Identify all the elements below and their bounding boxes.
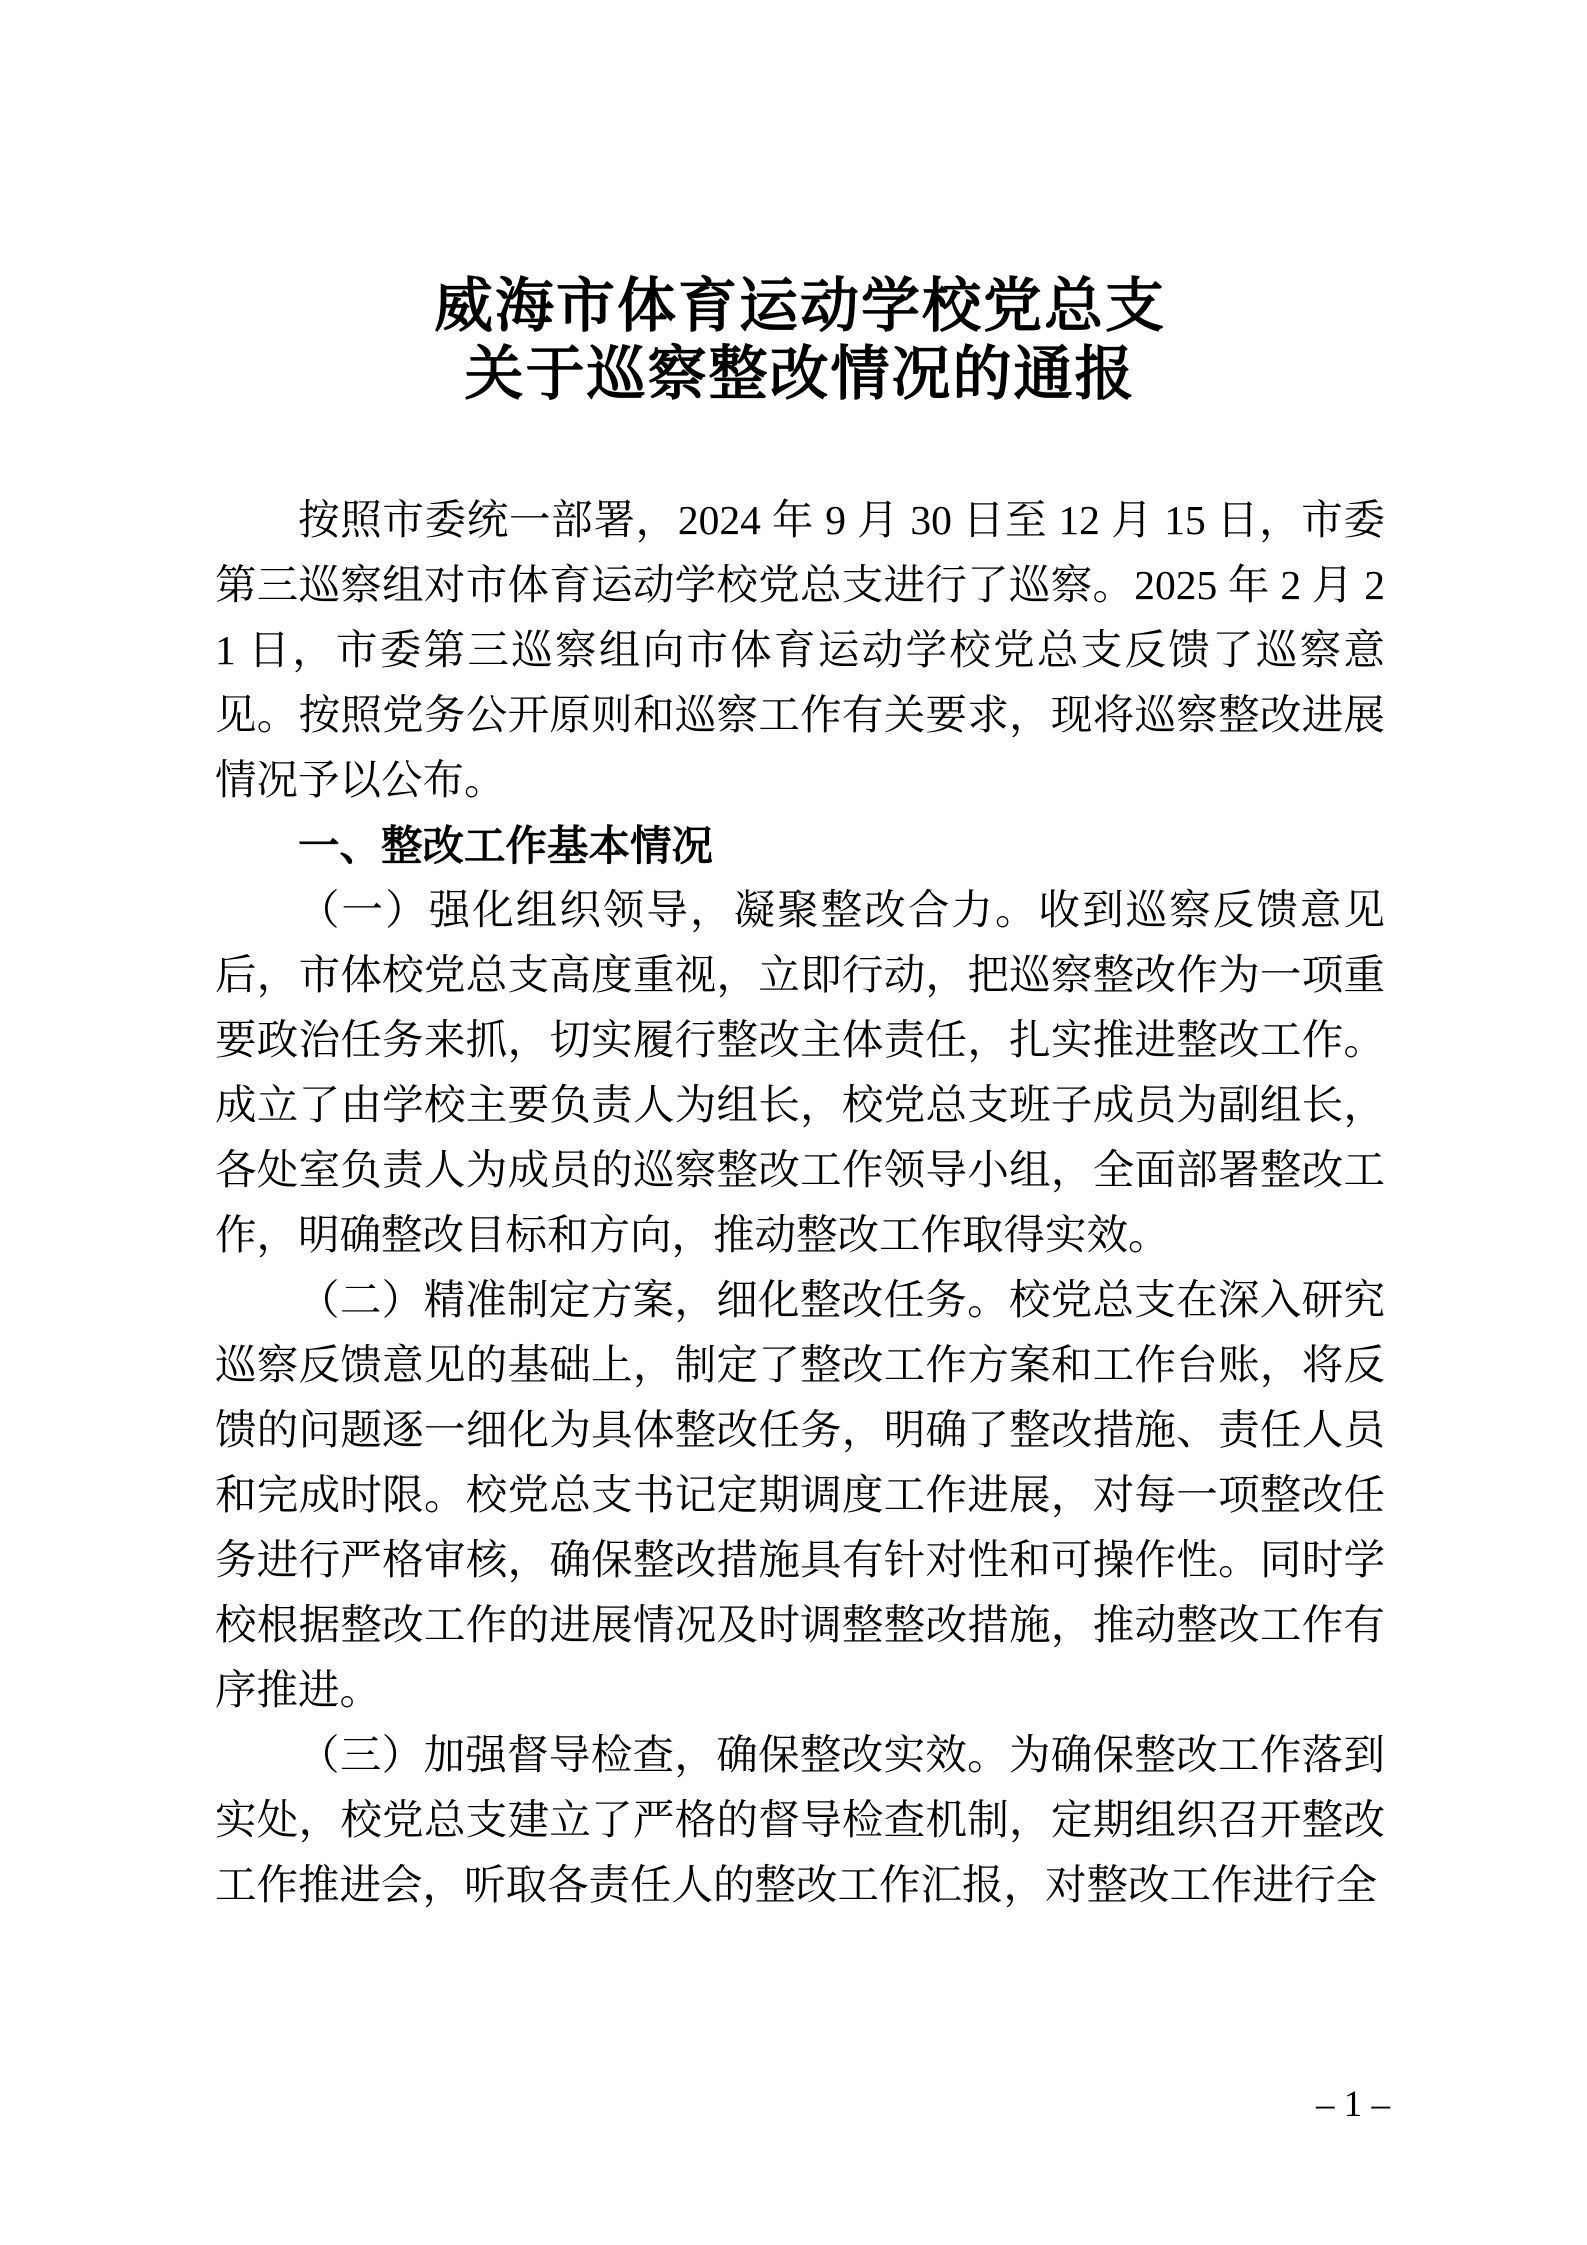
- section-paragraph-2: [215, 1268, 1385, 1723]
- section-paragraph-2-lead: （二）精准制定方案，细化整改任务。: [298, 1277, 1009, 1323]
- document-title: [215, 272, 1385, 408]
- intro-paragraph: 按照市委统一部署，2024 年 9 月 30 日至 12 月 15 日，市委第三巡察组对市体育运动学校党总支进行了巡察。2025 年 2 月 21 日，市委第三巡察组向市体育运动学校党总支反馈了巡察意见。按照党务公开原则和巡察工作有关要求，现将巡察整改进展情况予以公布。: [215, 497, 1385, 803]
- page-number: – 1 –: [1316, 2084, 1390, 2125]
- document-title-line2: 关于巡察整改情况的通报: [464, 341, 1136, 407]
- section-paragraph-3-lead: （三）加强督导检查，确保整改实效。: [298, 1732, 1009, 1778]
- section-heading: 一、整改工作基本情况: [298, 821, 714, 870]
- section-paragraph-3: [215, 1723, 1385, 1918]
- section-paragraph-1-lead: （一）强化组织领导，凝聚整改合力。: [298, 887, 1039, 933]
- section-paragraph-2-body: 校党总支在深入研究巡察反馈意见的基础上，制定了整改工作方案和工作台账，将反馈的问题逐一细化为具体整改任务，明确了整改措施、责任人员和完成时限。校党总支书记定期调度工作进展，对每一项整改任务进行严格审核，确保整改措施具有针对性和可操作性。同时学校根据整改工作的进展情况及时调整整改措施，推动整改工作有序推进。: [215, 1277, 1385, 1713]
- document-title-line1: 威海市体育运动学校党总支: [433, 273, 1166, 339]
- document-body: [215, 488, 1385, 1918]
- section-paragraph-1-body: 收到巡察反馈意见后，市体校党总支高度重视，立即行动，把巡察整改作为一项重要政治任务来抓，切实履行整改主体责任，扎实推进整改工作。成立了由学校主要负责人为组长，校党总支班子成员为副组长，各处室负责人为成员的巡察整改工作领导小组，全面部署整改工作，明确整改目标和方向，推动整改工作取得实效。: [215, 887, 1385, 1258]
- section-paragraph-3-body: 为确保整改工作落到实处，校党总支建立了严格的督导检查机制，定期组织召开整改工作推进会，听取各责任人的整改工作汇报，对整改工作进行全: [215, 1732, 1385, 1908]
- section-paragraph-1: [215, 878, 1385, 1268]
